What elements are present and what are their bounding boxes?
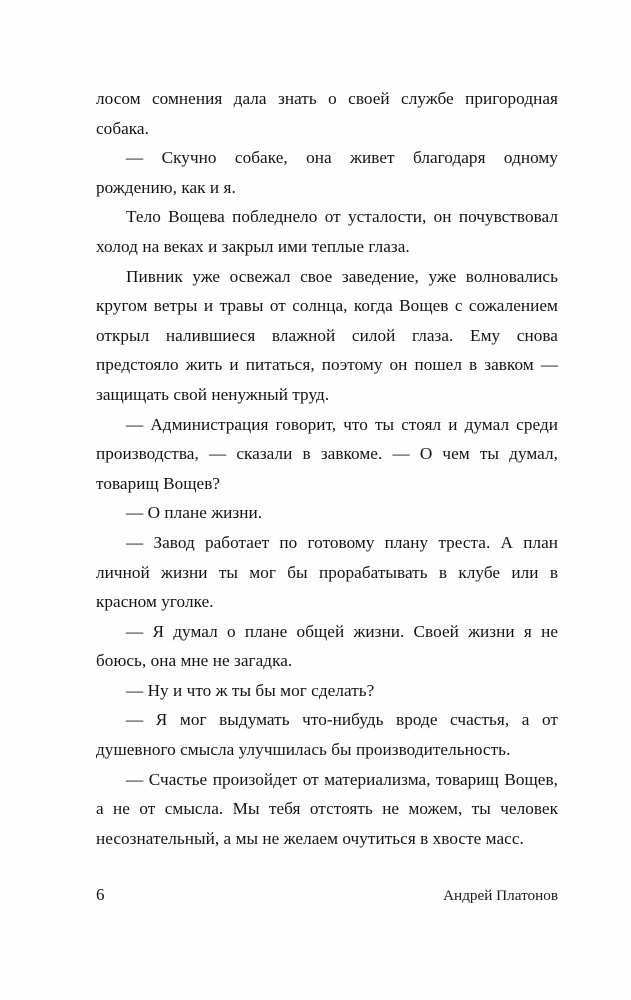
paragraph: — О плане жизни. [126,503,263,523]
paragraph: — Завод работает по готовому плану треста. А план личной жизни ты мог бы прорабатывать в клубе или в красном уголке. [96,532,558,612]
paragraph: — Ну и что ж ты бы мог сделать? [126,680,375,700]
paragraph: — Я мог выдумать что-нибудь вроде счастья, а от душевного смысла улучшилась бы производительность. [96,710,558,760]
page-text-block [96,84,558,853]
page-number: 6 [96,885,105,904]
paragraph: — Администрация говорит, что ты стоял и думал среди производства, — сказали в завкоме. — О чем ты думал, товарищ Вощев? [96,414,558,493]
paragraph: — Скучно собаке, она живет благодаря одному рождению, как и я. [96,148,558,197]
running-title: Андрей Платонов [443,887,558,904]
paragraph: — Я думал о плане общей жизни. Своей жизни я не боюсь, она мне не загадка. [96,621,558,671]
paragraph: — Счастье произойдет от материализма, товарищ Вощев, а не от смысла. Мы тебя отстоять не можем, ты человек несознательный, а мы не желаем очутиться в хвосте масс. [96,769,558,848]
paragraph: Пивник уже освежал свое заведение, уже волновались кругом ветры и травы от солнца, когда Вощев с сожалением открыл налившиеся влажной силой глаза. Ему снова предстояло жить и питаться, поэтому он пошел в завком — защищать свой ненужный труд. [96,266,558,404]
paragraph: лосом сомнения дала знать о своей службе пригородная собака. [96,89,558,138]
paragraph: Тело Вощева побледнело от усталости, он почувствовал холод на веках и закрыл ими теплые глаза. [96,207,558,256]
page-footer [96,885,558,905]
